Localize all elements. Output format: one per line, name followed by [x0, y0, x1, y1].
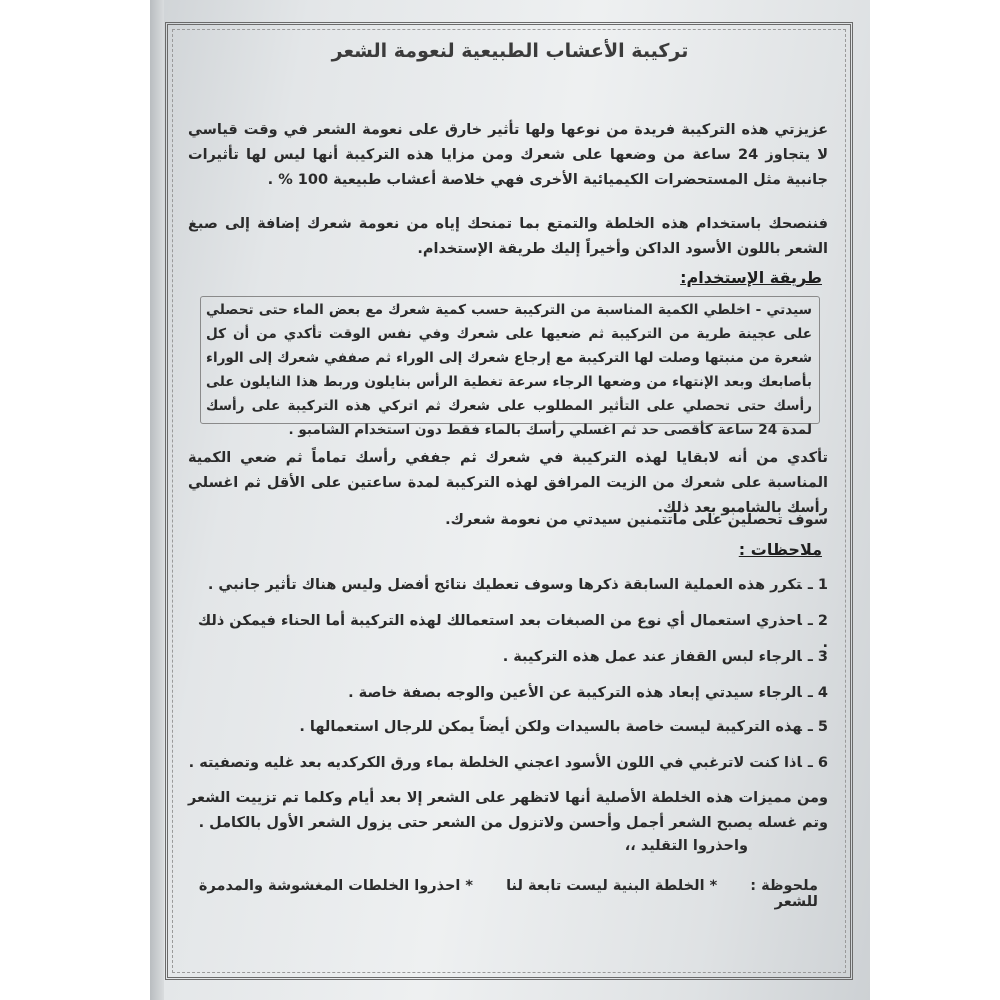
footer-label: ملحوظة : [750, 878, 818, 894]
usage-paragraph: سيدتي - اخلطي الكمية المناسبة من التركيبة حسب كمية شعرك مع بعض الماء حتى تحصلي على عجينة طرية من التركيبة ثم ضعيها على شعرك وفي نفس الوقت تأكدي من أن كل شعرة من منبتها وصلت لها التركيبة مع إرجاع شعرك إلى الوراء ثم صففي شعرك إلى الوراء بأصابعك وبعد الإنتهاء من وضعها الرجاء سرعة تغطية الرأس بنايلون وربط هذا النايلون على رأسك حتى تحصلي على التأثير المطلوب على شعرك ثم اتركي هذه التركيبة على رأسك لمدة 24 ساعة كأقصى حد ثم اغسلي رأسك بالماء فقط دون استخدام الشامبو . [206, 302, 812, 438]
note-item: 1 ـتكرر هذه العملية السابقة ذكرها وسوف تعطيك نتائج أفضل وليس هناك تأثير جانبي . [207, 577, 828, 593]
note-item: 4 ـالرجاء سيدتي إبعاد هذه التركيبة عن الأعين والوجه بصفة خاصة . [348, 685, 828, 701]
note-item: 2 ـاحذري استعمال أي نوع من الصبغات بعد استعمالك لهذه التركيبة أما الحناء فيمكن ذلك . [197, 613, 828, 651]
footer-note-2: * احذروا الخلطات المغشوشة والمدمرة للشعر [198, 878, 818, 910]
note-item: 6 ـاذا كنت لاترغبي في اللون الأسود اعجني الخلطة بماء ورق الكركديه بعد غليه وتصفيته . [188, 755, 828, 771]
usage-heading: طريقة الإستخدام: [680, 268, 822, 287]
footer-note [178, 878, 818, 910]
advice-paragraph: فننصحك باستخدام هذه الخلطة والتمتع بما تمنحك إياه من نعومة شعرك إضافة إلى صبغ الشعر باللون الأسود الداكن وأخيراً إليك طريقة الإستخدام. [188, 216, 828, 257]
paper-edge [150, 0, 164, 1000]
note-item: 5 ـهذه التركيبة ليست خاصة بالسيدات ولكن أيضاً يمكن للرجال استعمالها . [299, 719, 828, 735]
features-paragraph: ومن مميزات هذه الخلطة الأصلية أنها لاتظهر على الشعر إلا بعد أيام وكلما تم تزييت الشعر وتم غسله يصبح الشعر أجمل وأحسن ولاتزول من الشعر حتى يزول الشعر الأول بالكامل . [188, 790, 828, 831]
intro-paragraph: عزيزتي هذه التركيبة فريدة من نوعها ولها تأثير خارق على نعومة الشعر في وقت قياسي لا يتجاوز 24 ساعة من وضعها على شعرك ومن مزايا هذه التركيبة أنها ليس لها تأثيرات جانبية مثل المستحضرات الكيميائية الأخرى فهي خلاصة أعشاب طبيعية 100 % . [188, 122, 828, 188]
document-title: تركيبة الأعشاب الطبيعية لنعومة الشعر [331, 40, 689, 62]
confirm-paragraph: تأكدي من أنه لابقايا لهذه التركيبة في شعرك ثم جففي رأسك تماماً ثم ضعي الكمية المناسبة على شعرك من الزيت المرافق لهذه التركيبة لمدة ساعتين على الأقل ثم اغسلي رأسك بالشامبو بعد ذلك. [188, 450, 828, 516]
result-paragraph: سوف تحصلين على ماتتمنين سيدتي من نعومة شعرك. [445, 512, 828, 528]
closing-line: واحذروا التقليد ،، [624, 838, 748, 854]
footer-note-1: * الخلطة البنية ليست تابعة لنا [506, 878, 718, 894]
note-item: 3 ـالرجاء لبس القفاز عند عمل هذه التركيبة . [502, 649, 828, 665]
notes-heading: ملاحظات : [738, 540, 822, 559]
